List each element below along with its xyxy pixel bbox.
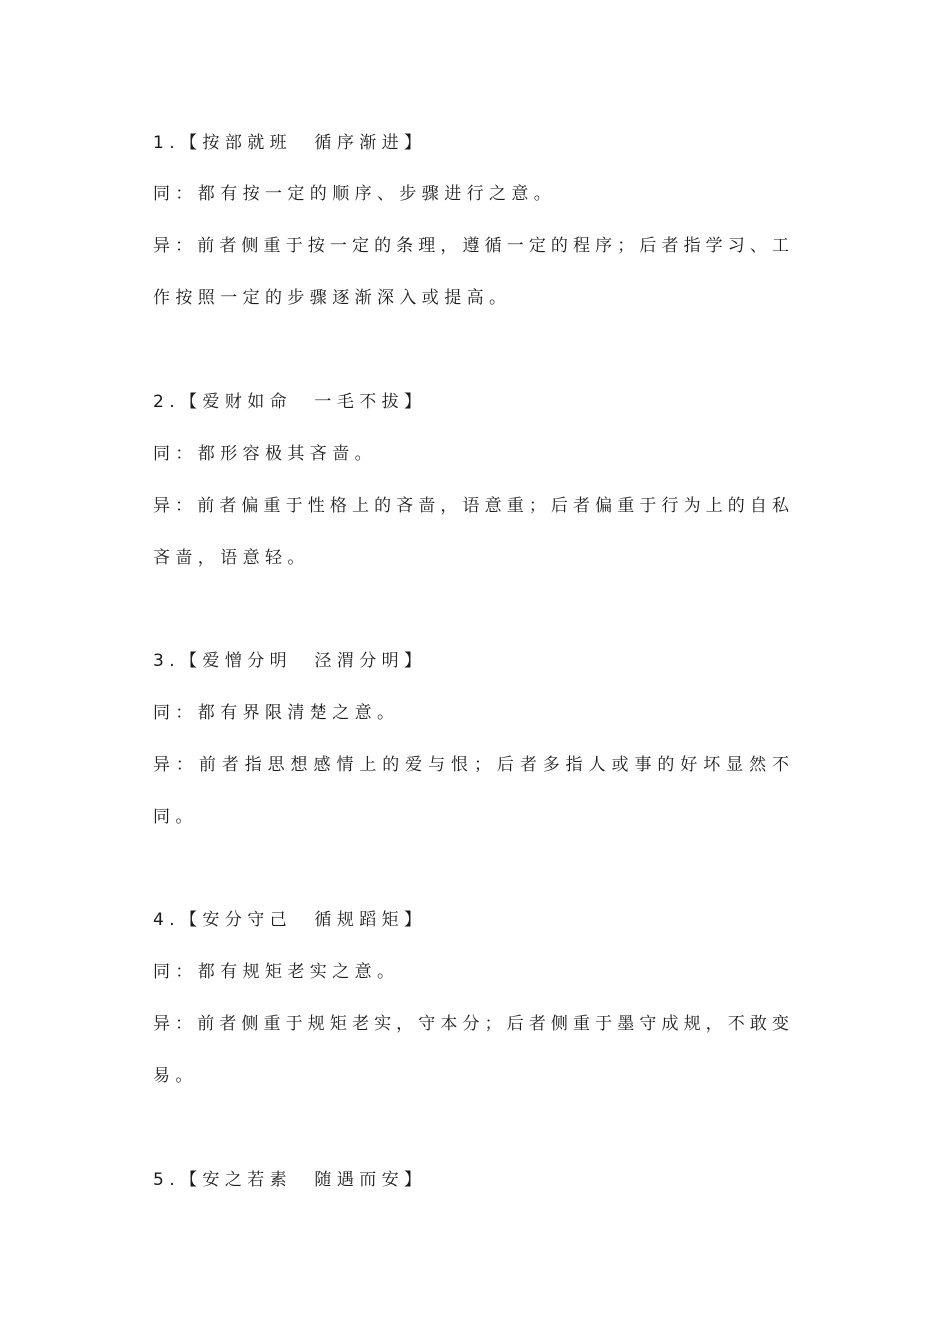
entry-2-same: 同：都形容极其吝啬。 [153, 444, 377, 464]
entry-5-title: 5.【安之若素 随遇而安】 [153, 1170, 427, 1190]
entry-1-diff-line-2: 作按照一定的步骤逐渐深入或提高。 [153, 288, 512, 308]
entry-1-same: 同：都有按一定的顺序、步骤进行之意。 [153, 184, 557, 204]
entry-1-title: 1.【按部就班 循序渐进】 [153, 133, 427, 153]
entry-4-diff-line-1: 异：前者侧重于规矩老实，守本分；后者侧重于墨守成规，不敢变 [153, 1014, 793, 1034]
entry-2-diff-line-1: 异：前者偏重于性格上的吝啬，语意重；后者偏重于行为上的自私 [153, 496, 793, 516]
entry-4-same: 同：都有规矩老实之意。 [153, 962, 400, 982]
entry-2-diff-line-2: 吝啬，语意轻。 [153, 548, 310, 568]
entry-4-title: 4.【安分守己 循规蹈矩】 [153, 910, 427, 930]
entry-3-title: 3.【爱憎分明 泾渭分明】 [153, 651, 427, 671]
entry-1-diff-line-1: 异：前者侧重于按一定的条理，遵循一定的程序；后者指学习、工 [153, 236, 793, 256]
entry-3-diff-line-1: 异：前者指思想感情上的爱与恨；后者多指人或事的好坏显然不 [153, 755, 793, 775]
entry-3-diff-line-2: 同。 [153, 807, 198, 827]
entry-2-title: 2.【爱财如命 一毛不拔】 [153, 392, 427, 412]
entry-4-diff-line-2: 易。 [153, 1066, 198, 1086]
entry-3-same: 同：都有界限清楚之意。 [153, 703, 400, 723]
